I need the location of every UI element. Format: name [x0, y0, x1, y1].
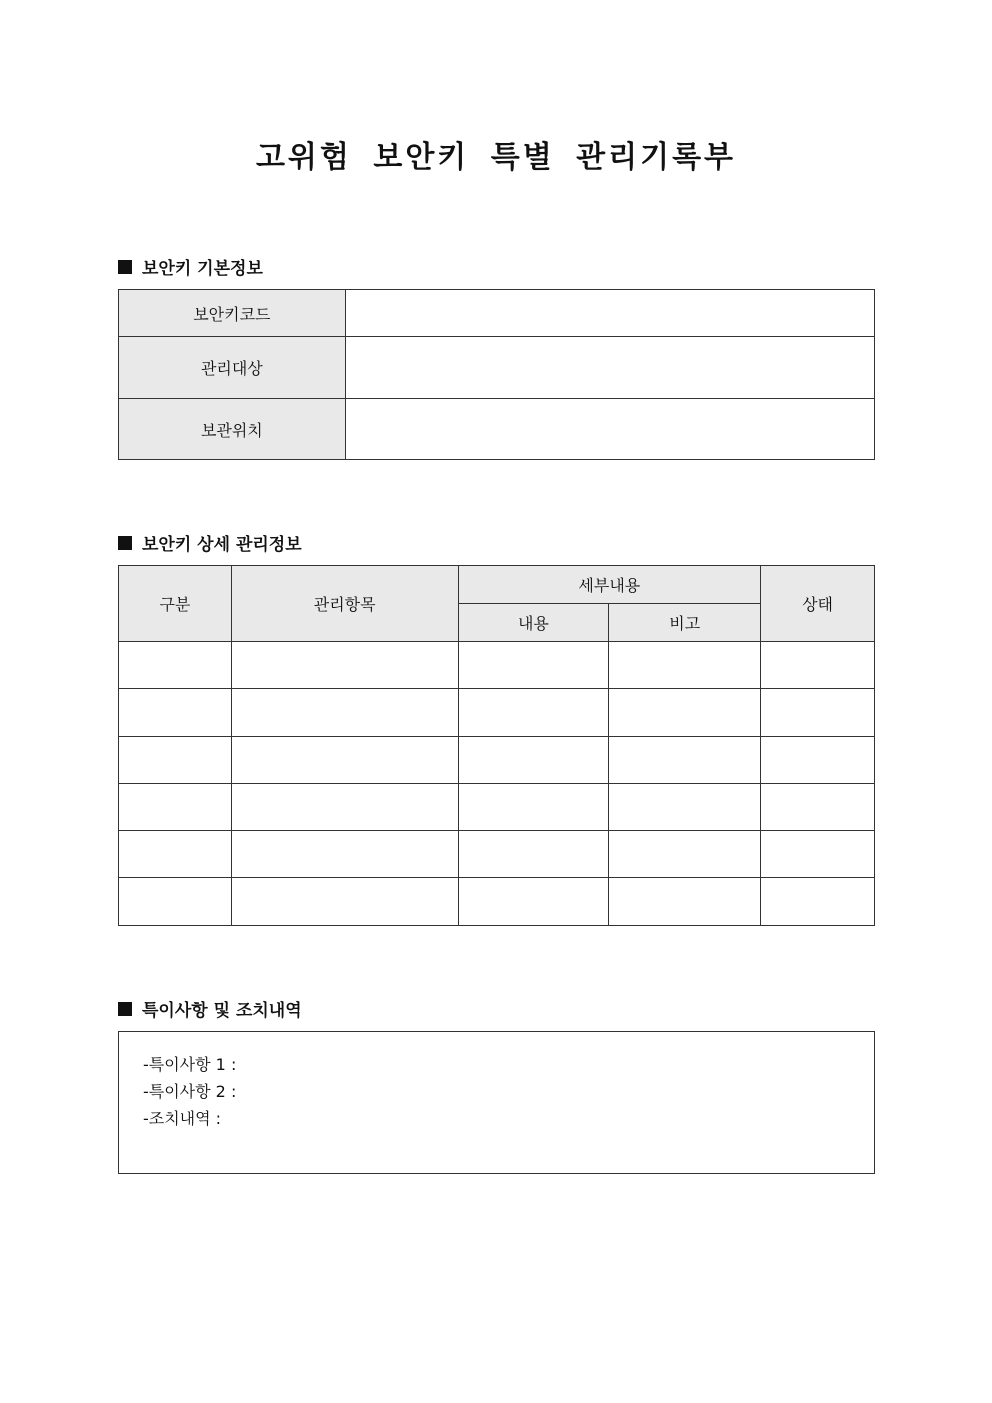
cell-management-item[interactable]: [231, 737, 458, 784]
square-bullet-icon: [118, 260, 132, 274]
cell-content[interactable]: [458, 784, 609, 831]
table-header-row: [119, 566, 875, 604]
label-security-key-code: 보안키코드: [119, 290, 346, 337]
section-heading-detail: [118, 530, 302, 555]
cell-content[interactable]: [458, 689, 609, 737]
value-security-key-code[interactable]: [345, 290, 874, 337]
cell-category[interactable]: [119, 831, 232, 878]
section-heading-label: 특이사항 및 조치내역: [142, 1001, 302, 1021]
square-bullet-icon: [118, 536, 132, 550]
cell-management-item[interactable]: [231, 784, 458, 831]
basic-info-table: [118, 289, 875, 460]
table-row: [119, 831, 875, 878]
section-heading-basic: [118, 254, 263, 279]
cell-content[interactable]: [458, 642, 609, 689]
header-management-item: 관리항목: [231, 566, 458, 642]
value-storage-location[interactable]: [345, 399, 874, 460]
cell-status[interactable]: [761, 642, 875, 689]
section-heading-label: 보안키 기본정보: [142, 259, 263, 279]
cell-remark[interactable]: [609, 642, 761, 689]
cell-management-item[interactable]: [231, 831, 458, 878]
cell-management-item[interactable]: [231, 878, 458, 926]
detail-table: [118, 565, 875, 926]
page-title: 고위험 보안키 특별 관리기록부: [255, 140, 737, 175]
label-storage-location: 보관위치: [119, 399, 346, 460]
table-row: [119, 737, 875, 784]
header-remark: 비고: [609, 604, 761, 642]
table-row: [119, 878, 875, 926]
cell-remark[interactable]: [609, 737, 761, 784]
cell-category[interactable]: [119, 737, 232, 784]
cell-status[interactable]: [761, 878, 875, 926]
table-row: [119, 337, 875, 399]
section-heading-notes: [118, 996, 302, 1021]
table-row: [119, 642, 875, 689]
cell-status[interactable]: [761, 831, 875, 878]
note-line-action: -조치내역 :: [143, 1109, 222, 1128]
cell-remark[interactable]: [609, 784, 761, 831]
header-content: 내용: [458, 604, 609, 642]
table-row: [119, 689, 875, 737]
cell-content[interactable]: [458, 831, 609, 878]
table-row: [119, 399, 875, 460]
table-row: [119, 290, 875, 337]
note-line-special-2: -특이사항 2 :: [143, 1082, 237, 1101]
cell-remark[interactable]: [609, 831, 761, 878]
cell-management-item[interactable]: [231, 689, 458, 737]
cell-remark[interactable]: [609, 878, 761, 926]
cell-content[interactable]: [458, 878, 609, 926]
cell-category[interactable]: [119, 642, 232, 689]
cell-status[interactable]: [761, 737, 875, 784]
notes-box[interactable]: [118, 1031, 875, 1174]
note-line-special-1: -특이사항 1 :: [143, 1055, 237, 1074]
header-detail-group: 세부내용: [458, 566, 761, 604]
square-bullet-icon: [118, 1002, 132, 1016]
header-status: 상태: [761, 566, 875, 642]
value-managed-target[interactable]: [345, 337, 874, 399]
cell-category[interactable]: [119, 878, 232, 926]
cell-status[interactable]: [761, 784, 875, 831]
table-row: [119, 784, 875, 831]
cell-category[interactable]: [119, 784, 232, 831]
cell-management-item[interactable]: [231, 642, 458, 689]
label-managed-target: 관리대상: [119, 337, 346, 399]
section-heading-label: 보안키 상세 관리정보: [142, 535, 302, 555]
cell-status[interactable]: [761, 689, 875, 737]
cell-category[interactable]: [119, 689, 232, 737]
cell-content[interactable]: [458, 737, 609, 784]
cell-remark[interactable]: [609, 689, 761, 737]
header-category: 구분: [119, 566, 232, 642]
